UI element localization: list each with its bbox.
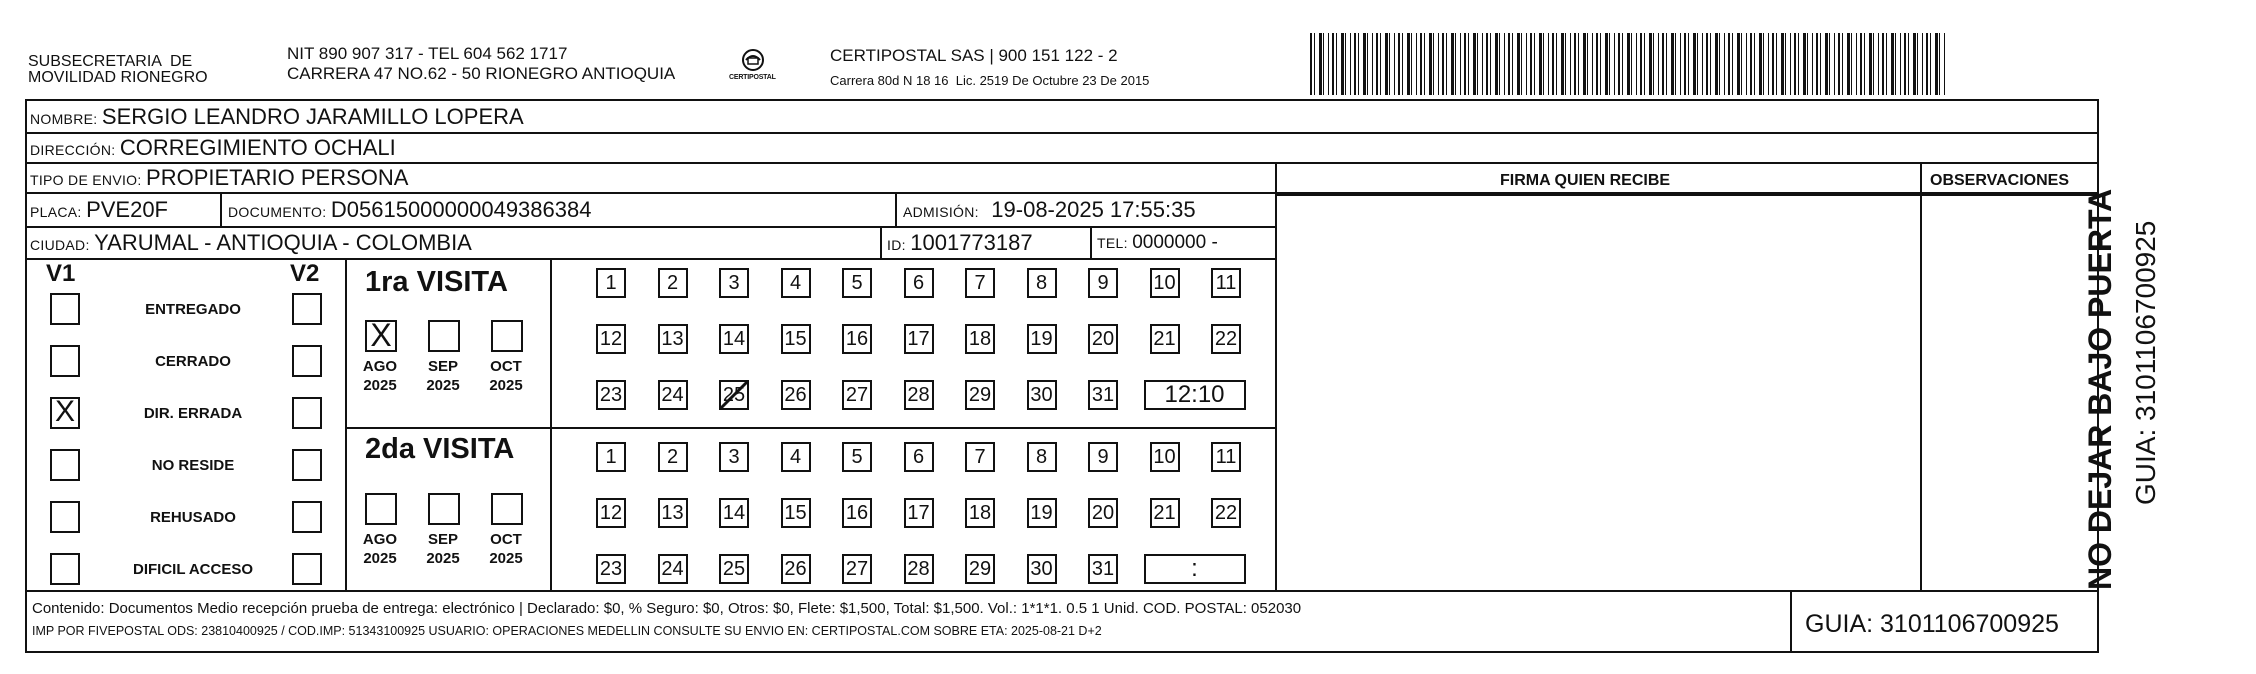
placa-value: PVE20F bbox=[86, 197, 168, 222]
day-box[interactable]: 26 bbox=[781, 554, 811, 584]
day-box[interactable]: 25 bbox=[719, 380, 749, 410]
day-box[interactable]: 22 bbox=[1211, 324, 1241, 354]
month-label: OCT bbox=[490, 531, 522, 548]
day-box[interactable]: 16 bbox=[842, 324, 872, 354]
day-box[interactable]: 31 bbox=[1088, 554, 1118, 584]
time-box[interactable]: : bbox=[1144, 554, 1246, 584]
footer-contenido: Contenido: Documentos Medio recepción prueba de entrega: electrónico | Declarado: $0, % Seguro: $0, Otros: $0, Flete: $1,500, Total: $1,500. Vol.: 1*1*1. 0.5 1 Unid. COD. POSTAL: 052030 bbox=[32, 600, 1302, 617]
day-box[interactable]: 27 bbox=[842, 380, 872, 410]
day-box[interactable]: 20 bbox=[1088, 498, 1118, 528]
day-box[interactable]: 9 bbox=[1088, 268, 1118, 298]
ciudad-row bbox=[30, 230, 472, 256]
month-checkbox[interactable] bbox=[428, 320, 460, 352]
company-line2: Carrera 80d N 18 16 Lic. 2519 De Octubre 23 De 2015 bbox=[830, 73, 1150, 88]
status-option-label: DIR. ERRADA bbox=[143, 405, 243, 422]
footer-imp: IMP POR FIVEPOSTAL ODS: 23810400925 / COD.IMP: 51343100925 USUARIO: OPERACIONES MEDELLIN CONSULTE SU ENVIO EN: CERTIPOSTAL.COM SOBRE ETA: 2025-08-21 D+2 bbox=[32, 624, 1102, 638]
firma-label: FIRMA QUIEN RECIBE bbox=[1500, 172, 1671, 189]
placa-label: PLACA: bbox=[30, 204, 82, 220]
status-option-label: ENTREGADO bbox=[145, 301, 241, 318]
day-box[interactable]: 11 bbox=[1211, 442, 1241, 472]
day-box[interactable]: 18 bbox=[965, 498, 995, 528]
tipo-row bbox=[30, 165, 408, 191]
admision-value: 19-08-2025 17:55:35 bbox=[991, 197, 1196, 222]
nombre-row bbox=[30, 104, 524, 130]
month-label: AGO bbox=[362, 531, 398, 548]
status-option-label: DIFICIL ACCESO bbox=[132, 561, 253, 578]
day-box[interactable]: 4 bbox=[781, 442, 811, 472]
day-box[interactable]: 17 bbox=[904, 324, 934, 354]
v2-checkbox[interactable] bbox=[292, 397, 322, 429]
v1-checkbox[interactable] bbox=[50, 553, 80, 585]
company-line1: CERTIPOSTAL SAS | 900 151 122 - 2 bbox=[830, 46, 1118, 65]
placa-row bbox=[30, 197, 168, 223]
day-box[interactable]: 18 bbox=[965, 324, 995, 354]
v1-label: V1 bbox=[46, 260, 76, 287]
footer-guia: GUIA: 3101106700925 bbox=[1805, 610, 2059, 638]
day-box[interactable]: 7 bbox=[965, 268, 995, 298]
day-box[interactable]: 3 bbox=[719, 268, 749, 298]
direccion-value: CORREGIMIENTO OCHALI bbox=[119, 135, 396, 160]
month-label: SEP bbox=[427, 358, 458, 375]
org-line2: MOVILIDAD RIONEGRO bbox=[28, 69, 208, 86]
day-box[interactable]: 15 bbox=[781, 324, 811, 354]
id-label: ID: bbox=[887, 237, 906, 253]
day-box[interactable]: 27 bbox=[842, 554, 872, 584]
month-checkbox[interactable] bbox=[365, 493, 397, 525]
time-box[interactable]: 12:10 bbox=[1144, 380, 1246, 410]
day-box[interactable]: 3 bbox=[719, 442, 749, 472]
day-box[interactable]: 24 bbox=[658, 380, 688, 410]
v2-checkbox[interactable] bbox=[292, 501, 322, 533]
day-box[interactable]: 12 bbox=[596, 324, 626, 354]
nit-line2: CARRERA 47 NO.62 - 50 RIONEGRO ANTIOQUIA bbox=[287, 64, 676, 83]
certipostal-logo-icon bbox=[729, 44, 776, 84]
v2-checkbox[interactable] bbox=[292, 345, 322, 377]
day-box[interactable]: 14 bbox=[719, 498, 749, 528]
v1-checkbox[interactable] bbox=[50, 449, 80, 481]
logo-text: CERTIPOSTAL bbox=[729, 74, 776, 81]
day-box[interactable]: 20 bbox=[1088, 324, 1118, 354]
day-box[interactable]: 6 bbox=[904, 442, 934, 472]
day-box[interactable]: 14 bbox=[719, 324, 749, 354]
v1-checkbox[interactable] bbox=[50, 345, 80, 377]
v1-checkbox[interactable] bbox=[50, 501, 80, 533]
nombre-value: SERGIO LEANDRO JARAMILLO LOPERA bbox=[101, 104, 524, 129]
year-label: 2025 bbox=[363, 550, 397, 567]
day-box[interactable]: 19 bbox=[1027, 324, 1057, 354]
month-checkbox[interactable]: X bbox=[365, 320, 397, 352]
direccion-row bbox=[30, 135, 396, 161]
v2-checkbox[interactable] bbox=[292, 449, 322, 481]
year-label: 2025 bbox=[363, 377, 397, 394]
v2-label: V2 bbox=[290, 260, 320, 287]
documento-value: D05615000000049386384 bbox=[330, 197, 592, 222]
day-box[interactable]: 10 bbox=[1150, 442, 1180, 472]
day-box[interactable]: 29 bbox=[965, 380, 995, 410]
day-box[interactable]: 21 bbox=[1150, 324, 1180, 354]
day-box[interactable]: 22 bbox=[1211, 498, 1241, 528]
year-label: 2025 bbox=[426, 550, 460, 567]
day-box[interactable]: 28 bbox=[904, 554, 934, 584]
day-box[interactable]: 10 bbox=[1150, 268, 1180, 298]
day-box[interactable]: 16 bbox=[842, 498, 872, 528]
visit2-title: 2da VISITA bbox=[365, 433, 515, 465]
day-box[interactable]: 29 bbox=[965, 554, 995, 584]
admision-row bbox=[903, 197, 1196, 223]
day-box[interactable]: 11 bbox=[1211, 268, 1241, 298]
day-box[interactable]: 28 bbox=[904, 380, 934, 410]
day-box[interactable]: 30 bbox=[1027, 380, 1057, 410]
nombre-label: NOMBRE: bbox=[30, 111, 98, 127]
day-box[interactable]: 8 bbox=[1027, 268, 1057, 298]
day-box[interactable]: 2 bbox=[658, 268, 688, 298]
day-box[interactable]: 23 bbox=[596, 380, 626, 410]
year-label: 2025 bbox=[489, 377, 523, 394]
day-box[interactable]: 2 bbox=[658, 442, 688, 472]
side-guia: GUIA: 3101106700925 bbox=[2130, 220, 2161, 505]
tel-row bbox=[1097, 232, 1218, 254]
id-value: 1001773187 bbox=[910, 230, 1033, 255]
v2-checkbox[interactable] bbox=[292, 553, 322, 585]
day-box[interactable]: 1 bbox=[596, 442, 626, 472]
day-box[interactable]: 30 bbox=[1027, 554, 1057, 584]
nit-line1: NIT 890 907 317 - TEL 604 562 1717 bbox=[287, 44, 568, 63]
documento-row bbox=[228, 197, 591, 223]
day-box[interactable]: 21 bbox=[1150, 498, 1180, 528]
admision-label: ADMISIÓN: bbox=[903, 204, 979, 220]
month-checkbox[interactable] bbox=[428, 493, 460, 525]
tel-label: TEL: bbox=[1097, 235, 1128, 251]
day-box[interactable]: 6 bbox=[904, 268, 934, 298]
status-option-label: REHUSADO bbox=[150, 509, 236, 526]
v1-checkbox[interactable] bbox=[50, 293, 80, 325]
id-row bbox=[887, 230, 1033, 256]
status-option-label: CERRADO bbox=[155, 353, 231, 370]
day-box[interactable]: 24 bbox=[658, 554, 688, 584]
day-box[interactable]: 23 bbox=[596, 554, 626, 584]
v2-checkbox[interactable] bbox=[292, 293, 322, 325]
day-box[interactable]: 5 bbox=[842, 442, 872, 472]
day-box[interactable]: 5 bbox=[842, 268, 872, 298]
day-box[interactable]: 25 bbox=[719, 554, 749, 584]
ciudad-value: YARUMAL - ANTIOQUIA - COLOMBIA bbox=[94, 230, 472, 255]
tel-value: 0000000 - bbox=[1132, 232, 1218, 253]
day-box[interactable]: 15 bbox=[781, 498, 811, 528]
month-checkbox[interactable] bbox=[491, 320, 523, 352]
documento-label: DOCUMENTO: bbox=[228, 204, 327, 220]
day-box[interactable]: 13 bbox=[658, 324, 688, 354]
day-box[interactable]: 1 bbox=[596, 268, 626, 298]
tipo-label: TIPO DE ENVIO: bbox=[30, 172, 142, 188]
day-box[interactable]: 8 bbox=[1027, 442, 1057, 472]
direccion-label: DIRECCIÓN: bbox=[30, 142, 116, 158]
day-box[interactable]: 4 bbox=[781, 268, 811, 298]
day-box[interactable]: 26 bbox=[781, 380, 811, 410]
status-option-label: NO RESIDE bbox=[151, 457, 235, 474]
year-label: 2025 bbox=[426, 377, 460, 394]
month-label: OCT bbox=[490, 358, 522, 375]
month-checkbox[interactable] bbox=[491, 493, 523, 525]
day-box[interactable]: 17 bbox=[904, 498, 934, 528]
day-box[interactable]: 31 bbox=[1088, 380, 1118, 410]
day-box[interactable]: 7 bbox=[965, 442, 995, 472]
day-box[interactable]: 13 bbox=[658, 498, 688, 528]
month-label: AGO bbox=[362, 358, 398, 375]
day-box[interactable]: 19 bbox=[1027, 498, 1057, 528]
v1-checkbox[interactable]: X bbox=[50, 397, 80, 429]
ciudad-label: CIUDAD: bbox=[30, 237, 90, 253]
day-box[interactable]: 12 bbox=[596, 498, 626, 528]
side-warning: NO DEJAR BAJO PUERTA bbox=[2082, 188, 2118, 590]
tipo-value: PROPIETARIO PERSONA bbox=[146, 165, 409, 190]
barcode bbox=[1310, 33, 1946, 95]
org-line1: SUBSECRETARIA DE bbox=[28, 53, 193, 70]
day-box[interactable]: 9 bbox=[1088, 442, 1118, 472]
month-label: SEP bbox=[427, 531, 458, 548]
year-label: 2025 bbox=[489, 550, 523, 567]
visit1-title: 1ra VISITA bbox=[365, 266, 508, 298]
observaciones-label: OBSERVACIONES bbox=[1930, 172, 2069, 189]
